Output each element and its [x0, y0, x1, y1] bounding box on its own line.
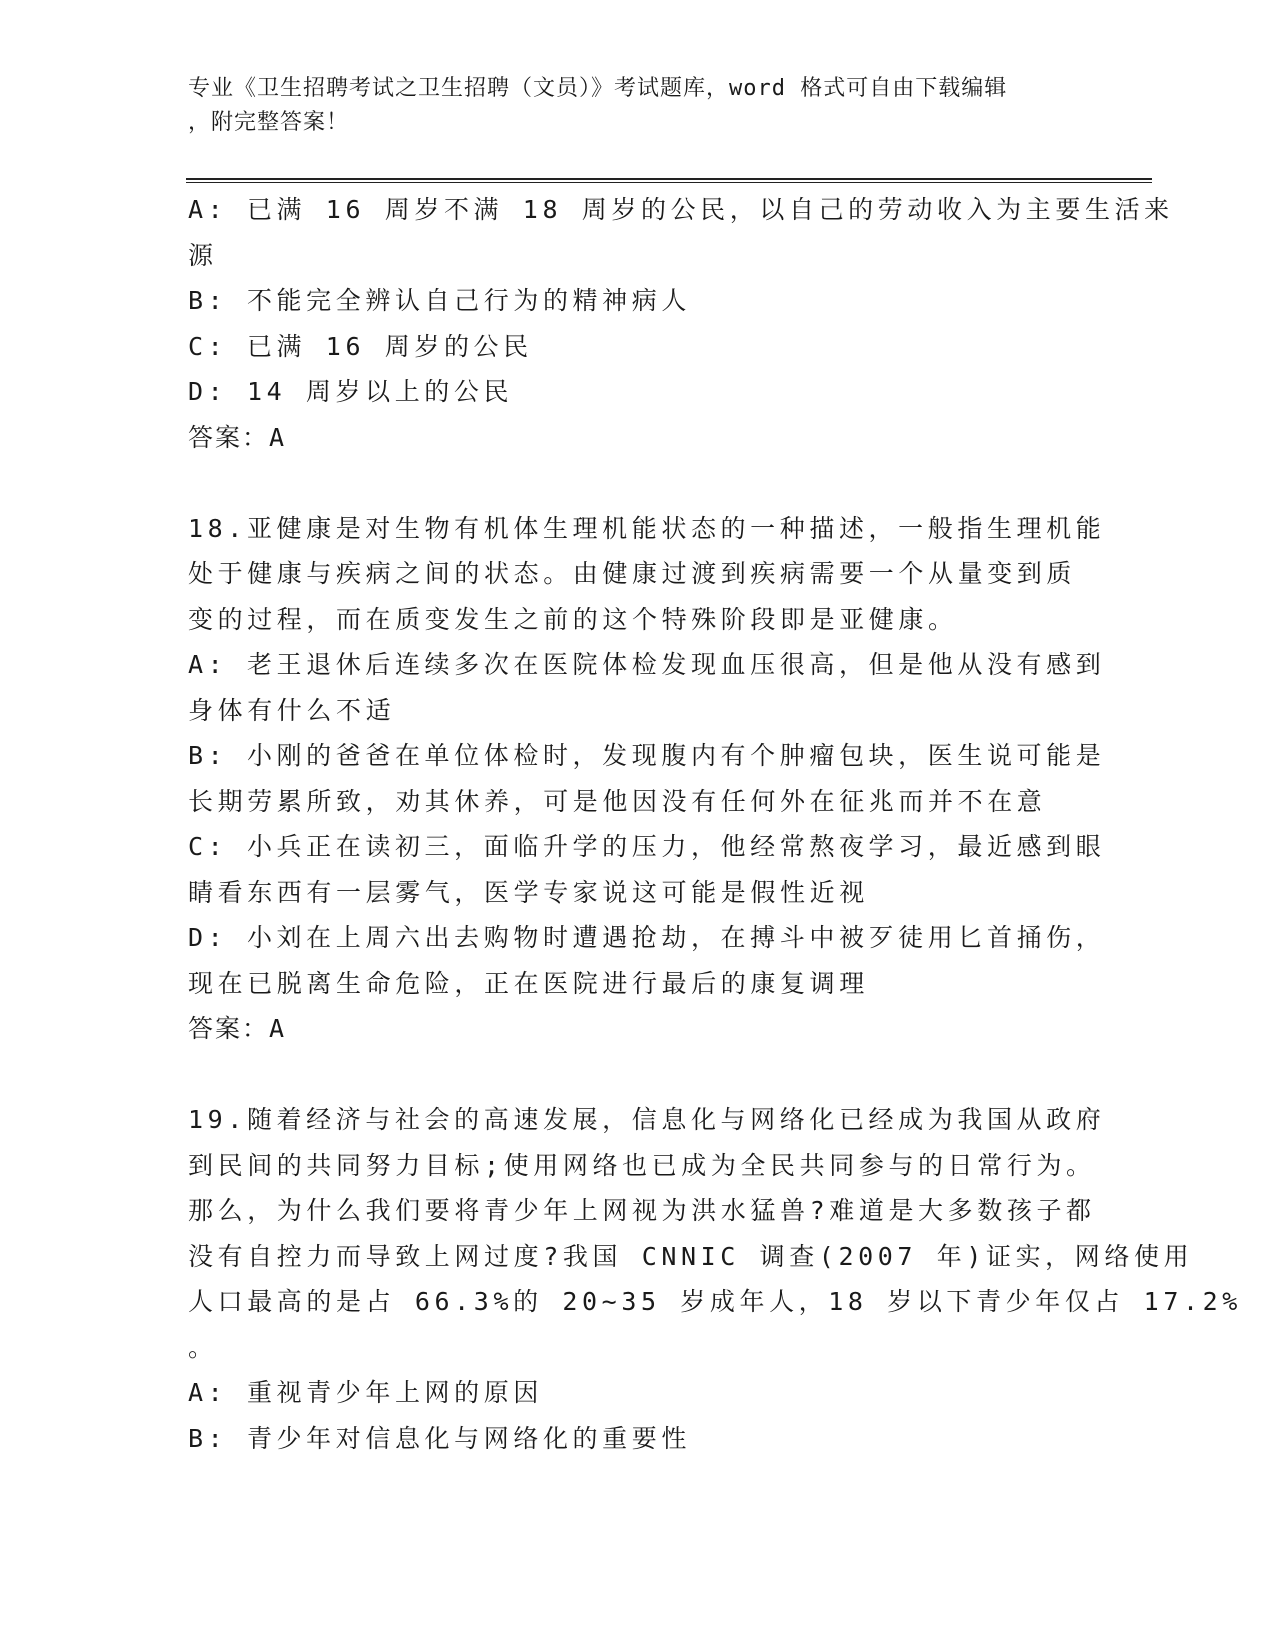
answer-label: 答案： [188, 422, 270, 452]
question-19 [188, 1097, 1242, 1461]
stem-line: 18.亚健康是对生物有机体生理机能状态的一种描述，一般指生理机能 [188, 513, 1106, 543]
option-text: 长期劳累所致，劝其休养，可是他因没有任何外在征兆而并不在意 [188, 786, 1047, 816]
header-line: 专业《卫生招聘考试之卫生招聘（文员）》考试题库，word 格式可自由下载编辑 [188, 76, 1008, 101]
stem-line: 。 [188, 1332, 218, 1362]
option-text: D: 14 周岁以上的公民 [188, 377, 514, 406]
option-b [188, 733, 1106, 824]
answer-line [188, 415, 1073, 461]
option-d [188, 915, 1106, 1006]
answer-label: 答案： [188, 1014, 270, 1043]
header-divider [186, 182, 1152, 183]
option-text: B: 小刚的爸爸在单位体检时，发现腹内有个肿瘤包块，医生说可能是 [188, 741, 1106, 770]
header-divider [186, 178, 1152, 180]
option-text: B: 青少年对信息化与网络化的重要性 [188, 1423, 691, 1453]
option-a [188, 642, 1106, 733]
option-b [188, 278, 1073, 324]
option-c [188, 324, 1073, 370]
stem-line: 到民间的共同努力目标;使用网络也已成为全民共同参与的日常行为。 [188, 1150, 1096, 1180]
stem-line: 没有自控力而导致上网过度?我国 CNNIC 调查(2007 年)证实，网络使用 [188, 1241, 1194, 1271]
option-text: A: 老王退休后连续多次在医院体检发现血压很高，但是他从没有感到 [188, 650, 1106, 679]
option-text: C: 已满 16 周岁的公民 [188, 331, 533, 361]
option-text: C: 小兵正在读初三，面临升学的压力，他经常熬夜学习，最近感到眼 [188, 832, 1106, 861]
answer-line [188, 1006, 1073, 1052]
option-text: D: 小刘在上周六出去购物时遭遇抢劫，在搏斗中被歹徒用匕首捅伤， [188, 923, 1106, 952]
stem-line: 那么，为什么我们要将青少年上网视为洪水猛兽?难道是大多数孩子都 [188, 1196, 1096, 1225]
question-18 [188, 506, 1106, 1052]
stem-line: 19.随着经济与社会的高速发展，信息化与网络化已经成为我国从政府 [188, 1105, 1106, 1134]
option-text: 睛看东西有一层雾气，医学专家说这可能是假性近视 [188, 877, 869, 907]
option-text: 身体有什么不适 [188, 695, 396, 725]
answer-value: A [269, 422, 287, 452]
document-header [188, 72, 1068, 140]
option-text: 现在已脱离生命危险，正在医院进行最后的康复调理 [188, 968, 869, 998]
spacer [188, 460, 1073, 506]
question-list [188, 187, 1242, 1461]
option-text: A: 已满 16 周岁不满 18 周岁的公民，以自己的劳动收入为主要生活来 [188, 195, 1174, 224]
stem-line: 人口最高的是占 66.3%的 20~35 岁成年人，18 岁以下青少年仅占 17.2% [188, 1287, 1242, 1316]
stem-line: 处于健康与疾病之间的状态。由健康过渡到疾病需要一个从量变到质 [188, 559, 1077, 588]
option-c [188, 824, 1106, 915]
question-stem [188, 506, 1106, 643]
header-line: ，附完整答案！ [188, 110, 350, 135]
option-d [188, 369, 1073, 415]
option-text: B: 不能完全辨认自己行为的精神病人 [188, 286, 691, 315]
answer-value: A [269, 1014, 287, 1043]
question-stem [188, 1097, 1242, 1370]
option-b [188, 1416, 1073, 1462]
question-17 [188, 187, 1174, 460]
spacer [188, 1052, 1073, 1098]
option-text: A: 重视青少年上网的原因 [188, 1378, 543, 1407]
option-text: 源 [188, 240, 218, 270]
option-a [188, 187, 1174, 278]
option-a [188, 1370, 1073, 1416]
stem-line: 变的过程，而在质变发生之前的这个特殊阶段即是亚健康。 [188, 604, 958, 634]
